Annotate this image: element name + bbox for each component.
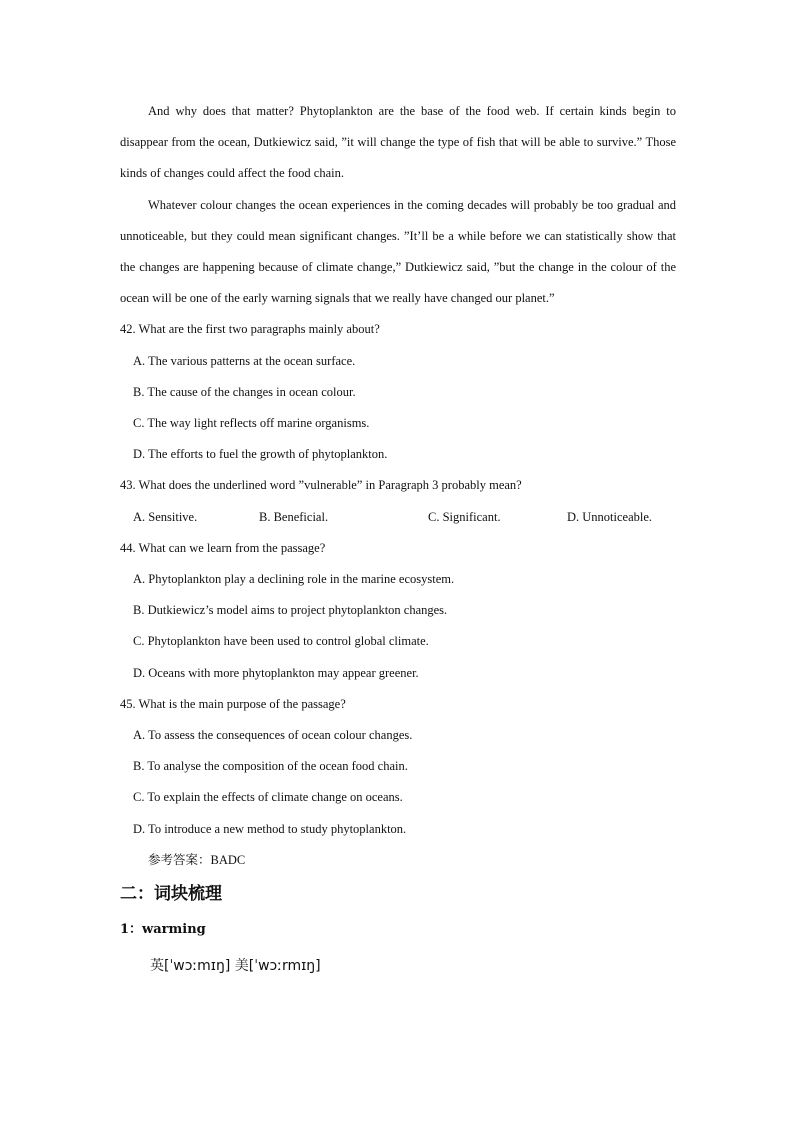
question-42-option-c: C. The way light reflects off marine organisms. [133, 416, 370, 431]
question-42-option-a: A. The various patterns at the ocean surface. [133, 353, 356, 368]
question-45-stem: 45. What is the main purpose of the passage? [120, 696, 346, 711]
question-43-stem [120, 470, 676, 501]
passage-paragraph-1: And why does that matter? Phytoplankton are the base of the food web. If certain kinds begin to disappear from the ocean, Dutkiewicz said, ”it will change the type of fish that will be able to survive.” Those kinds of changes could affect the food chain. [120, 104, 676, 181]
question-45-option-d: D. To introduce a new method to study phytoplankton. [133, 821, 407, 836]
question-43-option-d: D. Unnoticeable. [567, 509, 653, 524]
passage-paragraph-2: Whatever colour changes the ocean experiences in the coming decades will probably be too gradual and unnoticeable, but they could mean significant changes. ”It’ll be a while before we can statistically show that the changes are happening because of climate change,” Dutkiewicz said, ”but the change in the colour of the ocean will be one of the early warning signals that we really have changed our planet.” [120, 197, 676, 306]
answer-key: 参考答案：BADC [148, 852, 246, 867]
question-42-stem: 42. What are the first two paragraphs mainly about? [120, 322, 380, 337]
question-45-option-a: A. To assess the consequences of ocean colour changes. [133, 728, 413, 743]
question-45-option-b: B. To analyse the composition of the ocean food chain. [133, 759, 408, 774]
question-44-option-a: A. Phytoplankton play a declining role in the marine ecosystem. [133, 572, 455, 587]
question-42-option-b: B. The cause of the changes in ocean colour. [133, 384, 356, 399]
question-44-option-b: B. Dutkiewicz’s model aims to project phytoplankton changes. [133, 603, 448, 618]
question-43-stem-before: 43. What does the underlined word [120, 478, 296, 493]
vocab-phonetic: 英[ˈwɔːmɪŋ] 美[ˈwɔːrmɪŋ] [150, 958, 321, 975]
vocab-item-title: 1：warming [120, 922, 206, 938]
question-44-stem: 44. What can we learn from the passage? [120, 540, 326, 555]
question-43-option-c: C. Significant. [428, 509, 501, 524]
question-44-option-d: D. Oceans with more phytoplankton may appear greener. [133, 665, 419, 680]
document-page [120, 96, 676, 984]
question-44-option-c: C. Phytoplankton have been used to control global climate. [133, 634, 429, 649]
section-title: 二：词块梳理 [120, 884, 222, 905]
question-43-options [133, 502, 676, 533]
question-43-underlined-word: ”vulnerable” [298, 478, 363, 493]
question-43-option-a: A. Sensitive. [133, 509, 198, 524]
question-43-option-b: B. Beneficial. [259, 509, 329, 524]
question-45-option-c: C. To explain the effects of climate change on oceans. [133, 790, 403, 805]
question-42-option-d: D. The efforts to fuel the growth of phytoplankton. [133, 447, 388, 462]
question-43-stem-after: in Paragraph 3 probably mean? [365, 478, 522, 493]
